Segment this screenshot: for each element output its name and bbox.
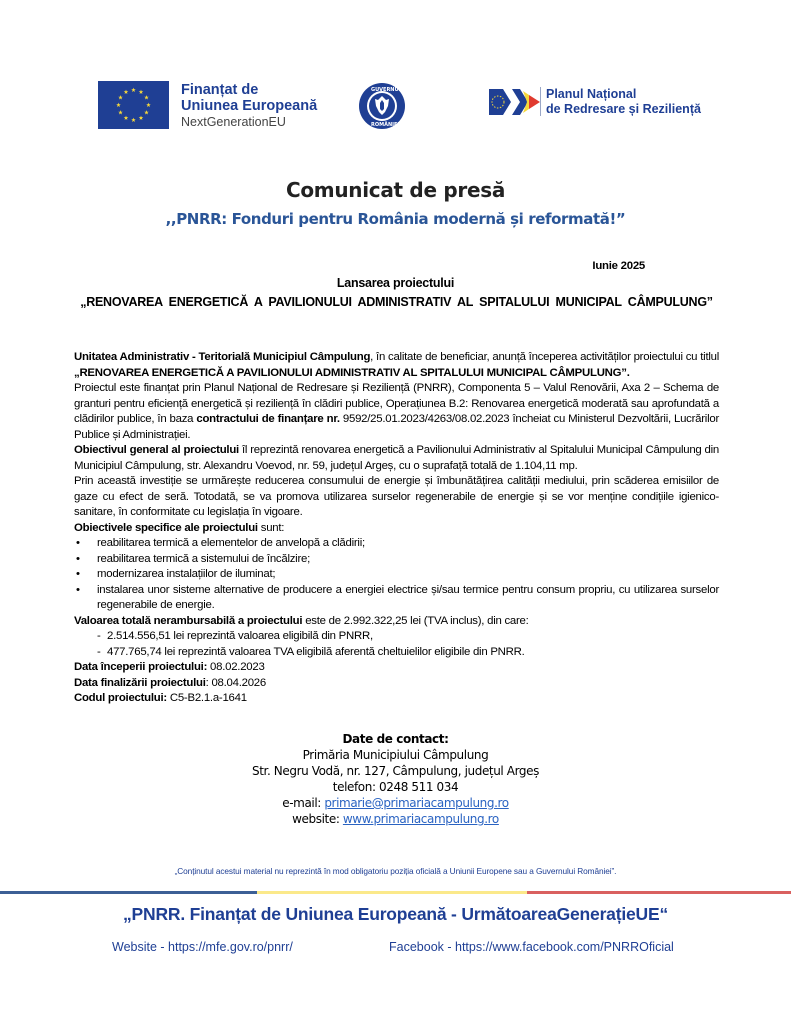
project-title-inline: „RENOVAREA ENERGETICĂ A PAVILIONULUI ADMINISTRATIV AL SPITALULUI MUNICIPAL CÂMPULUNG”. <box>74 366 630 379</box>
start-date <box>74 660 719 676</box>
svg-text:ROMÂNIEI: ROMÂNIEI <box>371 122 400 128</box>
project-code-label: Codul proiectului: <box>74 692 167 704</box>
pnrr-logo-line2: de Redresare și Reziliență <box>546 101 701 116</box>
dash-icon: - <box>97 645 101 658</box>
specific-objectives-heading <box>74 521 719 537</box>
value-breakdown-list <box>74 629 719 660</box>
contact-website <box>0 811 791 827</box>
divider-red-segment <box>527 891 791 894</box>
eu-logo-line3: NextGenerationEU <box>181 115 286 129</box>
contact-phone: telefon: 0248 511 034 <box>332 780 459 794</box>
contract-label: contractului de finanțare nr. <box>196 413 340 425</box>
general-objective-paragraph <box>74 443 719 474</box>
contact-email <box>0 795 791 811</box>
list-item <box>74 583 719 614</box>
eu-star-icon <box>146 103 151 107</box>
list-item <box>74 552 719 568</box>
intro-paragraph <box>74 350 719 381</box>
release-date: Iunie 2025 <box>592 260 645 272</box>
bullet-icon: • <box>76 552 80 565</box>
financing-text: Proiectul este finanțat prin Planul Național de Redresare și Reziliență (PNRR), Componenta 5 – Valul Renovării, Axa 2 – Schema de granturi pentru eficiență energetică și reziliență în clădiri publice, Operațiunea B.2: Renovarea energetică moderată sau aprofundată a clădirilor publice, în baza <box>74 382 719 425</box>
specific-objectives-label: Obiectivele specifice ale proiectului <box>74 521 258 534</box>
beneficiary-name: Unitatea Administrativ - Teritorială Municipiul Câmpulung <box>74 351 371 363</box>
specific-objectives-suffix: sunt: <box>257 521 285 534</box>
svg-text:GUVERNUL: GUVERNUL <box>371 87 402 93</box>
list-item <box>74 645 719 661</box>
eu-star-icon <box>144 95 149 99</box>
total-value-text: este de 2.992.322,25 lei (TVA inclus), din care: <box>302 614 529 627</box>
website-link[interactable]: www.primariacampulung.ro <box>342 812 499 826</box>
start-date-value: 08.02.2023 <box>207 661 265 673</box>
contact-organization: Primăria Municipiului Câmpulung <box>302 748 489 762</box>
divider-blue-segment <box>0 891 257 894</box>
footer-slogan: „PNRR. Finanțat de Uniunea Europeană - UrmătoareaGenerațieUE“ <box>122 904 668 924</box>
footer-facebook-link[interactable]: Facebook - https://www.facebook.com/PNRROficial <box>389 940 674 954</box>
project-code <box>74 691 719 707</box>
intro-text: , în calitate de beneficiar, anunță începerea activităților proiectului cu titlul <box>370 351 719 363</box>
launch-heading: Lansarea proiectului <box>336 276 455 290</box>
eu-logo-line1: Finanțat de <box>181 82 259 98</box>
eu-star-icon <box>124 90 129 94</box>
page-title: Comunicat de presă <box>285 178 506 202</box>
email-label: e-mail: <box>282 796 325 810</box>
eu-star-icon <box>144 110 149 114</box>
bullet-icon: • <box>76 537 80 549</box>
eu-star-icon <box>131 118 136 122</box>
project-title: „RENOVAREA ENERGETICĂ A PAVILIONULUI ADMINISTRATIV AL SPITALULUI MUNICIPAL CÂMPULUNG” <box>80 295 713 309</box>
eu-star-icon <box>131 88 136 92</box>
end-date <box>74 676 719 692</box>
project-code-value: C5-B2.1.a-1641 <box>166 692 247 704</box>
eu-star-icon <box>139 116 144 120</box>
list-item <box>74 629 719 645</box>
eu-star-icon <box>118 110 123 114</box>
eu-star-icon <box>124 116 129 120</box>
financing-paragraph <box>74 381 719 443</box>
list-item-text: 2.514.556,51 lei reprezintă valoarea eligibilă din PNRR, <box>107 630 373 642</box>
eu-star-icon <box>139 90 144 94</box>
investment-paragraph: Prin această investiție se urmărește reducerea consumului de energie și îmbunătățirea calității mediului, prin scăderea emisiilor de gaze cu efect de seră. Totodată, se va promova utilizarea surselor regenerabile de energie și se vor menține condițiile igienico-sanitare, în conformitate cu legislația în vigoare. <box>74 475 719 518</box>
dash-icon: - <box>97 630 101 642</box>
email-link[interactable]: primarie@primariacampulung.ro <box>324 796 509 810</box>
total-value-label: Valoarea totală nerambursabilă a proiectului <box>74 614 303 627</box>
start-date-label: Data începerii proiectului: <box>74 661 208 673</box>
total-value-paragraph <box>74 614 719 630</box>
contact-address: Str. Negru Vodă, nr. 127, Câmpulung, județul Argeș <box>252 764 539 778</box>
guvernul-romaniei-seal-icon <box>358 82 406 130</box>
press-release-body <box>74 350 719 707</box>
end-date-label: Data finalizării proiectului <box>74 676 206 689</box>
list-item <box>74 567 719 583</box>
pnrr-arrow-icon <box>489 87 541 117</box>
list-item-text: 477.765,74 lei reprezintă valoarea TVA eligibilă aferentă cheltuielilor eligibile din PNRR. <box>107 645 525 658</box>
specific-objectives-list <box>74 536 719 614</box>
bullet-icon: • <box>76 568 80 580</box>
contact-heading: Date de contact: <box>342 732 449 746</box>
footer-website-link[interactable]: Website - https://mfe.gov.ro/pnrr/ <box>112 940 293 954</box>
tricolor-divider <box>0 891 791 894</box>
list-item-text: reabilitarea termică a sistemului de încălzire; <box>97 552 310 565</box>
contract-text: 9592/25.01.2023/4263/08.02.2023 încheiat cu Ministerul Dezvoltării, Lucrărilor Publice și Administrației. <box>74 413 719 441</box>
pnrr-logo-line1: Planul Național <box>546 87 637 101</box>
general-objective-text: îl reprezintă renovarea energetică a Pavilionului Administrativ al Spitalului Municipal Câmpulung din Municipiul Câmpulung, str. Alexandru Voevod, nr. 59, județul Argeș, cu o suprafață totală de 1.104,11 mp. <box>74 444 719 472</box>
disclaimer: „Conținutul acestui material nu reprezintă în mod obligatoriu poziția oficială a Uniunii Europene sau a Guvernului României”. <box>174 866 617 876</box>
end-date-value: : 08.04.2026 <box>205 676 266 689</box>
eu-flag-icon <box>98 81 169 129</box>
eu-logo-line2: Uniunea Europeană <box>181 98 318 114</box>
website-label: website: <box>292 812 343 826</box>
eu-funding-logo-text <box>181 82 317 131</box>
eu-star-icon <box>118 95 123 99</box>
pnrr-logo-text <box>540 87 701 116</box>
contact-block <box>0 731 791 827</box>
list-item <box>74 536 719 552</box>
list-item-text: instalarea unor sisteme alternative de producere a energiei electrice și/sau termice pentru consum propriu, cu utilizarea surselor regenerabile de energie. <box>97 583 719 611</box>
general-objective-label: Obiectivul general al proiectului <box>74 444 239 456</box>
list-item-text: reabilitarea termică a elementelor de anvelopă a clădirii; <box>97 537 365 549</box>
divider-yellow-segment <box>257 891 527 894</box>
bullet-icon: • <box>76 583 80 596</box>
page-subtitle: ,,PNRR: Fonduri pentru România modernă și reformată!” <box>165 210 626 228</box>
eu-star-icon <box>116 103 121 107</box>
list-item-text: modernizarea instalațiilor de iluminat; <box>97 568 276 580</box>
